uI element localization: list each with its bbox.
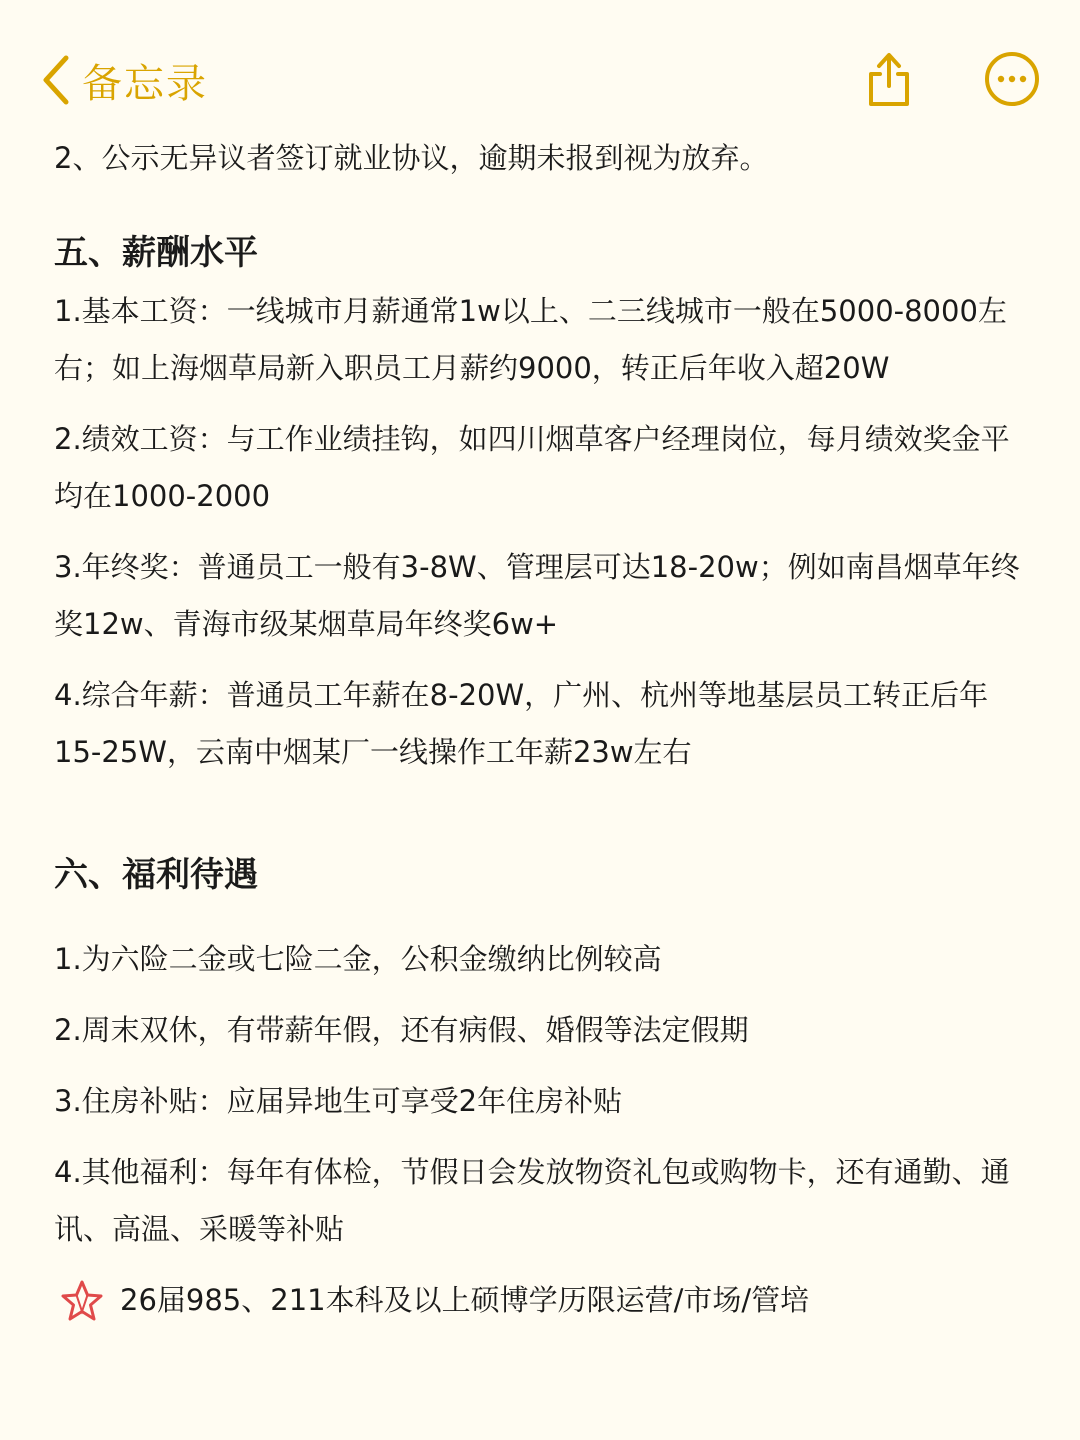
back-label: 备忘录	[82, 60, 208, 107]
note-content[interactable]	[54, 130, 1034, 1329]
paragraph-acceptance: 2、公示无异议者签订就业协议，逾期未报到视为放弃。	[54, 141, 769, 175]
benefit-item-4: 4.其他福利：每年有体检，节假日会发放物资礼包或购物卡，还有通勤、通讯、高温、采暖等补贴	[54, 1155, 1010, 1246]
chevron-left-icon	[40, 54, 74, 106]
salary-item-1: 1.基本工资：一线城市月薪通常1w以上、二三线城市一般在5000-8000左右；如上海烟草局新入职员工月薪约9000，转正后年收入超20W	[54, 294, 1007, 385]
benefit-item-3: 3.住房补贴：应届异地生可享受2年住房补贴	[54, 1084, 623, 1118]
note-line	[54, 1272, 1034, 1329]
star-icon	[60, 1279, 104, 1323]
share-icon[interactable]	[862, 50, 916, 108]
section-title-benefits: 六、福利待遇	[54, 855, 258, 895]
more-options-icon[interactable]	[984, 51, 1040, 107]
back-button[interactable]	[40, 52, 208, 108]
salary-item-2: 2.绩效工资：与工作业绩挂钩，如四川烟草客户经理岗位，每月绩效奖金平均在1000-2000	[54, 422, 1010, 513]
navigation-bar	[0, 0, 1080, 130]
salary-item-3: 3.年终奖：普通员工一般有3-8W、管理层可达18-20w；例如南昌烟草年终奖12w、青海市级某烟草局年终奖6w+	[54, 550, 1020, 641]
salary-item-4: 4.综合年薪：普通员工年薪在8-20W，广州、杭州等地基层员工转正后年15-25W，云南中烟某厂一线操作工年薪23w左右	[54, 678, 989, 769]
note-text: 26届985、211本科及以上硕博学历限运营/市场/管培	[120, 1283, 810, 1317]
benefit-item-2: 2.周末双休，有带薪年假，还有病假、婚假等法定假期	[54, 1013, 749, 1047]
section-title-salary: 五、薪酬水平	[54, 233, 258, 273]
benefit-item-1: 1.为六险二金或七险二金，公积金缴纳比例较高	[54, 942, 662, 976]
